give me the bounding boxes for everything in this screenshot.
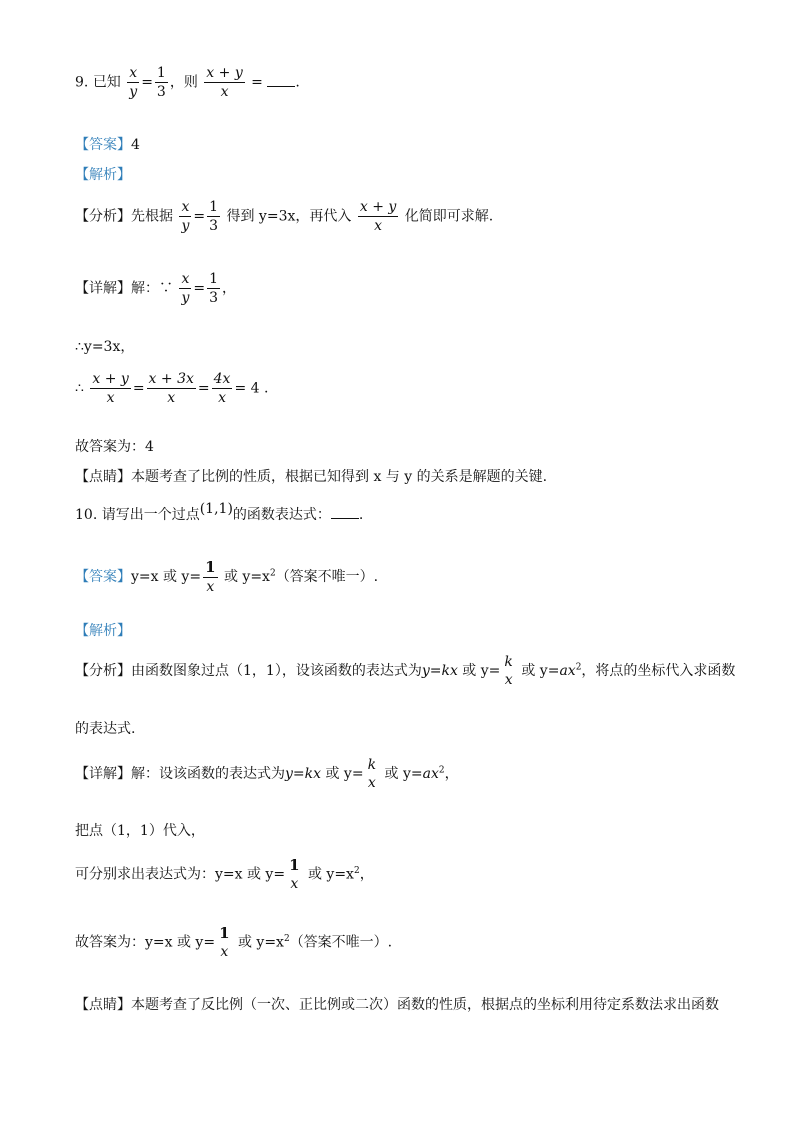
a10-answer-line: 【答案】y=x 或 y= $\frac{1}{x}$ 或 $y=x^2$（答案不唯一）. bbox=[75, 558, 379, 595]
analysis-tag: 【解析】 bbox=[75, 623, 131, 639]
xiangjie-tag: 【详解】 bbox=[75, 766, 131, 782]
a9-dianjing: 【点睛】本题考查了比例的性质，根据已知得到 x 与 y 的关系是解题的关键. bbox=[75, 469, 548, 485]
q9-line: 9. 已知 $\frac{x}{y}$ = $\frac{1}{3}$ ，则 $\frac{x + y}{x}$ = . bbox=[75, 65, 300, 100]
a10-sub: 把点（1，1）代入， bbox=[75, 823, 205, 839]
fenxi-tag: 【分析】 bbox=[75, 663, 131, 679]
q9-number: 9. bbox=[75, 74, 89, 91]
a10-xiangjie-line: 【详解】解：设该函数的表达式为y=kx 或 y= k x 或 $y=ax^2$， bbox=[75, 757, 459, 791]
answer-blank bbox=[331, 506, 359, 519]
a9-xiangjie-line: 【详解】解：∵ $\frac{x}{y}$ = $\frac{1}{3}$ ， bbox=[75, 271, 237, 306]
a9-step2: ∴ $\frac{x + y}{x}$ = $\frac{x + 3x}{x}$ = $\frac{4x}{x}$ = 4 . bbox=[75, 371, 269, 406]
a10-final: 故答案为：y=x 或 y= 1 x 或 $y=x^2$（答案不唯一）. bbox=[75, 924, 393, 960]
a10-fenxi-cont: 的表达式. bbox=[75, 721, 136, 737]
a9-analysis-tag-line bbox=[75, 166, 131, 184]
q10-number: 10. bbox=[75, 507, 98, 523]
q9-ask-frac: $\frac{x + y}{x}$ bbox=[206, 65, 243, 100]
q9-prefix: 已知 bbox=[92, 74, 121, 91]
answer-tag: 【答案】 bbox=[75, 137, 131, 153]
dianjing-tag: 【点睛】 bbox=[75, 469, 131, 485]
q9-given-lhs: $\frac{x}{y}$ bbox=[129, 65, 138, 100]
answer-blank bbox=[267, 74, 295, 87]
analysis-tag: 【解析】 bbox=[75, 167, 131, 183]
answer-tag: 【答案】 bbox=[75, 569, 131, 585]
q10-point: (1,1) bbox=[199, 501, 233, 517]
a9-fenxi-line: 【分析】先根据 $\frac{x}{y}$ = $\frac{1}{3}$ 得到 y=3x，再代入 $\frac{x + y}{x}$ 化简即可求解. bbox=[75, 199, 494, 234]
a10-analysis-tag-line bbox=[75, 622, 131, 640]
q10-line: 10. 请写出一个过点(1,1)的函数表达式： . bbox=[75, 501, 364, 523]
a10-dianjing: 【点睛】本题考查了反比例（一次、正比例或二次）函数的性质，根据点的坐标利用待定系数法求出函数 bbox=[75, 997, 719, 1013]
xiangjie-tag: 【详解】 bbox=[75, 280, 131, 297]
a9-final: 故答案为：4 bbox=[75, 439, 154, 455]
fenxi-tag: 【分析】 bbox=[75, 208, 131, 225]
answer-value: 4 bbox=[131, 137, 140, 153]
q9-given-rhs: $\frac{1}{3}$ bbox=[156, 65, 166, 100]
a9-answer-line bbox=[75, 136, 140, 154]
a10-solve: 可分别求出表达式为：y=x 或 y= 1 x 或 $y=x^2$， bbox=[75, 856, 374, 892]
a9-step1: ∴y=3x， bbox=[75, 339, 135, 355]
dianjing-tag: 【点睛】 bbox=[75, 997, 131, 1013]
a10-fenxi-line: 【分析】由函数图象过点（1，1），设该函数的表达式为y=kx 或 y= k x 或 $y=ax^2$，将点的坐标代入求函数 bbox=[75, 654, 736, 688]
